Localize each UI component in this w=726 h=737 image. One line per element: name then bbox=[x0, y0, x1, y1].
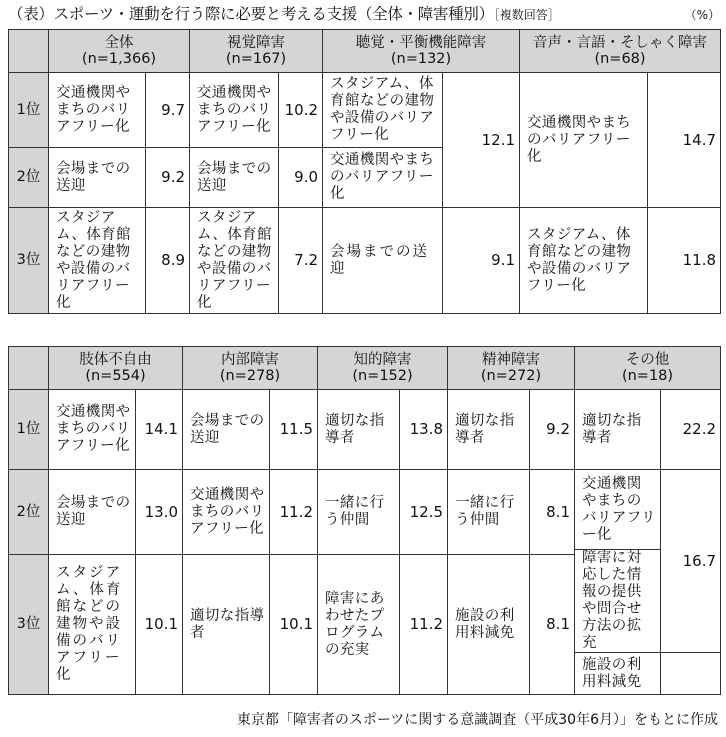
cell-text: スタジアム、体育館などの建物や設備のバリアフリー化 bbox=[190, 208, 279, 314]
group-name: 知的障害 bbox=[353, 352, 412, 368]
group-n: (n=554) bbox=[85, 368, 146, 384]
cell-text: 会場までの送迎 bbox=[323, 208, 443, 314]
group-name: 内部障害 bbox=[221, 352, 279, 368]
cell-text: 適切な指導者 bbox=[575, 390, 661, 470]
header-physical bbox=[49, 347, 183, 390]
group-name: 肢体不自由 bbox=[79, 352, 152, 368]
group-n: (n=68) bbox=[594, 51, 646, 67]
table-top bbox=[8, 29, 721, 314]
cell-value-merged: 14.7 bbox=[648, 73, 721, 208]
cell-text: 障害にあわせたプログラムの充実 bbox=[318, 555, 400, 695]
group-n: (n=167) bbox=[225, 51, 287, 67]
cell-value: 13.8 bbox=[400, 390, 448, 470]
table-bottom bbox=[8, 346, 721, 695]
title-main: （表）スポーツ・運動を行う際に必要と考える支援（全体・障害種別） bbox=[8, 5, 494, 23]
cell-text: スタジアム、体育館などの建物や設備のバリアフリー化 bbox=[49, 555, 136, 695]
cell-value: 9.2 bbox=[530, 390, 575, 470]
header-corner bbox=[9, 347, 49, 390]
cell-text: 障害に対応した情報の提供や問合せ方法の拡充 bbox=[575, 550, 661, 653]
cell-value-merged: 12.1 bbox=[443, 73, 520, 208]
header-hearing bbox=[323, 30, 520, 73]
header-visual bbox=[190, 30, 323, 73]
group-name: 全体 bbox=[104, 35, 134, 51]
cell-value: 13.0 bbox=[136, 470, 183, 555]
cell-text: スタジアム、体育館などの建物や設備のバリアフリー化 bbox=[520, 208, 648, 314]
header-speech bbox=[520, 30, 721, 73]
cell-text: 施設の利用料減免 bbox=[448, 555, 530, 695]
cell-text: 交通機関やまちのバリアフリー化 bbox=[575, 470, 661, 550]
group-n: (n=1,366) bbox=[81, 51, 157, 67]
cell-text: スタジアム、体育館などの建物や設備のバリアフリー化 bbox=[323, 73, 443, 148]
rank-1: 1位 bbox=[9, 390, 49, 470]
cell-value: 8.1 bbox=[530, 555, 575, 695]
cell-text: 交通機関やまちのバリアフリー化 bbox=[183, 470, 270, 555]
header-row bbox=[9, 30, 721, 73]
header-intellectual bbox=[318, 347, 448, 390]
cell-text: 一緒に行う仲間 bbox=[448, 470, 530, 555]
multiple-answer-note: ［複数回答］ bbox=[493, 8, 560, 22]
header-all bbox=[49, 30, 190, 73]
table-row bbox=[9, 208, 721, 314]
group-name: 視覚障害 bbox=[227, 35, 286, 51]
table-row bbox=[9, 470, 721, 550]
cell-text: 交通機関やまちのバリアフリー化 bbox=[323, 148, 443, 208]
cell-value: 22.2 bbox=[661, 390, 721, 470]
source-note: 東京都「障害者のスポーツに関する意識調査（平成30年6月）」をもとに作成 bbox=[236, 712, 718, 728]
rank-3: 3位 bbox=[9, 208, 49, 314]
cell-value: 9.0 bbox=[279, 148, 323, 208]
group-n: (n=152) bbox=[352, 368, 413, 384]
group-n: (n=132) bbox=[390, 51, 452, 67]
cell-value: 10.1 bbox=[136, 555, 183, 695]
cell-text: 会場までの送迎 bbox=[183, 390, 270, 470]
cell-value: 12.5 bbox=[400, 470, 448, 555]
cell-text: 適切な指導者 bbox=[318, 390, 400, 470]
group-n: (n=278) bbox=[219, 368, 281, 384]
cell-text: 交通機関やまちのバリアフリー化 bbox=[49, 390, 136, 470]
cell-value: 14.1 bbox=[136, 390, 183, 470]
group-n: (n=272) bbox=[480, 368, 542, 384]
cell-value: 11.2 bbox=[270, 470, 318, 555]
table-row bbox=[9, 390, 721, 470]
cell-value-empty bbox=[661, 653, 721, 695]
cell-text: 施設の利用料減免 bbox=[575, 653, 661, 695]
rank-2: 2位 bbox=[9, 470, 49, 555]
cell-value: 9.7 bbox=[146, 73, 190, 148]
header-other bbox=[575, 347, 721, 390]
header-mental bbox=[448, 347, 575, 390]
cell-value: 7.2 bbox=[279, 208, 323, 314]
group-name: その他 bbox=[625, 352, 670, 368]
rank-1: 1位 bbox=[9, 73, 49, 148]
cell-text: 会場までの送迎 bbox=[190, 148, 279, 208]
cell-value-merged: 16.7 bbox=[661, 470, 721, 653]
cell-text: 会場までの送迎 bbox=[49, 148, 146, 208]
cell-value: 9.1 bbox=[443, 208, 520, 314]
cell-value: 11.8 bbox=[648, 208, 721, 314]
cell-text: 適切な指導者 bbox=[448, 390, 530, 470]
rank-3: 3位 bbox=[9, 555, 49, 695]
table-row bbox=[9, 73, 721, 148]
cell-text: 一緒に行う仲間 bbox=[318, 470, 400, 555]
group-n: (n=18) bbox=[621, 368, 674, 384]
cell-text: 交通機関やまちのバリアフリー化 bbox=[49, 73, 146, 148]
cell-value: 8.9 bbox=[146, 208, 190, 314]
header-corner bbox=[9, 30, 49, 73]
table-title bbox=[8, 2, 560, 24]
cell-value: 11.5 bbox=[270, 390, 318, 470]
cell-text: 交通機関やまちのバリアフリー化 bbox=[190, 73, 279, 148]
cell-value: 8.1 bbox=[530, 470, 575, 555]
cell-text: 会場までの送迎 bbox=[49, 470, 136, 555]
cell-value: 11.2 bbox=[400, 555, 448, 695]
header-row bbox=[9, 347, 721, 390]
unit-label: （%） bbox=[684, 8, 720, 22]
title-row bbox=[8, 2, 720, 24]
rank-2: 2位 bbox=[9, 148, 49, 208]
cell-text: スタジアム、体育館などの建物や設備のバリアフリー化 bbox=[49, 208, 146, 314]
group-name: 精神障害 bbox=[482, 352, 540, 368]
cell-value: 10.2 bbox=[279, 73, 323, 148]
header-internal bbox=[183, 347, 318, 390]
cell-text: 適切な指導者 bbox=[183, 555, 270, 695]
cell-text-merged: 交通機関やまちのバリアフリー化 bbox=[520, 73, 648, 208]
group-name: 聴覚・平衡機能障害 bbox=[355, 35, 487, 51]
group-name: 音声・言語・そしゃく障害 bbox=[533, 35, 708, 51]
cell-value: 10.1 bbox=[270, 555, 318, 695]
cell-value: 9.2 bbox=[146, 148, 190, 208]
